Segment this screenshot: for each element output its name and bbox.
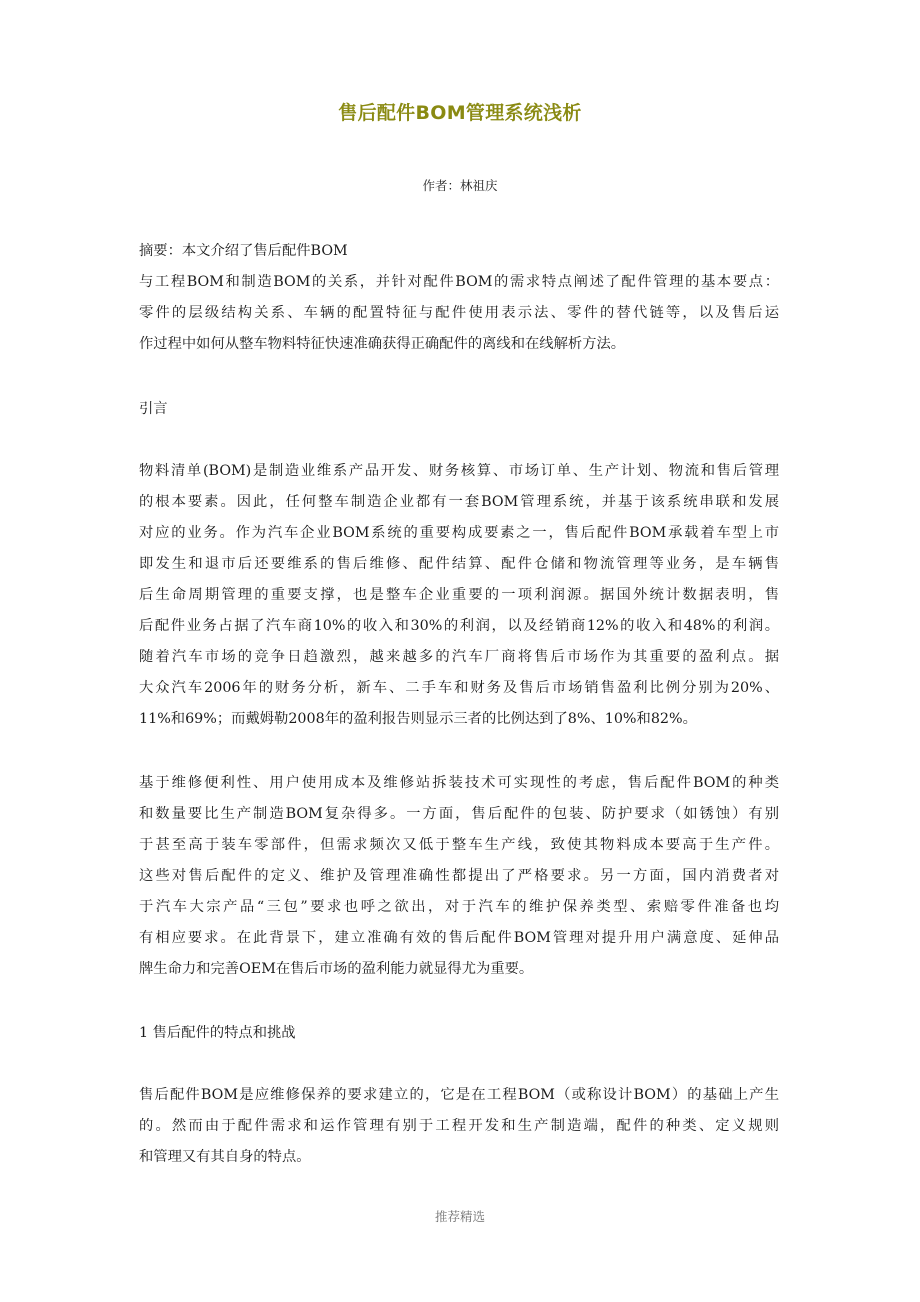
intro-heading [139, 394, 779, 425]
text-line: 的。然而由于配件需求和运作管理有别于工程开发和生产制造端，配件的种类、定义规则 [139, 1118, 779, 1134]
text-line: 大众汽车2006年的财务分析，新车、二手车和财务及售后市场销售盈利比例分别为20%、 [139, 680, 779, 696]
text-line: 售后配件BOM是应维修保养的要求建立的，它是在工程BOM（或称设计BOM）的基础上产生 [139, 1087, 779, 1103]
text-line: 这些对售后配件的定义、维护及管理准确性都提出了严格要求。另一方面，国内消费者对 [139, 868, 779, 884]
heading-text: 引言 [139, 401, 168, 417]
text-line: 物料清单(BOM)是制造业维系产品开发、财务核算、市场订单、生产计划、物流和售后管理 [139, 463, 779, 479]
text-line: 即发生和退市后还要维系的售后维修、配件结算、配件仓储和物流管理等业务，是车辆售 [139, 556, 779, 572]
text-line: 摘要：本文介绍了售后配件BOM [139, 243, 348, 259]
text-line: 的根本要素。因此，任何整车制造企业都有一套BOM管理系统，并基于该系统串联和发展 [139, 494, 779, 510]
section-1-heading [139, 1018, 779, 1049]
text-line: 作过程中如何从整车物料特征快速准确获得正确配件的离线和在线解析方法。 [139, 336, 626, 352]
text-line: 和管理又有其自身的特点。 [139, 1149, 311, 1165]
text-line: 于甚至高于装车零部件，但需求频次又低于整车生产线，致使其物料成本要高于生产件。 [139, 837, 779, 853]
text-line: 和数量要比生产制造BOM复杂得多。一方面，售后配件的包装、防护要求（如锈蚀）有别 [139, 806, 779, 822]
text-line: 随着汽车市场的竞争日趋激烈，越来越多的汽车厂商将售后市场作为其重要的盈利点。据 [139, 649, 779, 665]
text-line: 有相应要求。在此背景下，建立准确有效的售后配件BOM管理对提升用户满意度、延伸品 [139, 930, 779, 946]
text-line: 零件的层级结构关系、车辆的配置特征与配件使用表示法、零件的替代链等，以及售后运 [139, 305, 779, 321]
text-line: 于汽车大宗产品“三包”要求也呼之欲出，对于汽车的维护保养类型、索赔零件准备也均 [139, 899, 779, 915]
body-paragraph-3 [139, 1080, 779, 1173]
heading-text: 1 售后配件的特点和挑战 [139, 1025, 296, 1041]
page-footer: 推荐精选 [434, 1209, 485, 1224]
text-line: 与工程BOM和制造BOM的关系，并针对配件BOM的需求特点阐述了配件管理的基本要点： [139, 274, 779, 290]
text-line: 对应的业务。作为汽车企业BOM系统的重要构成要素之一，售后配件BOM承载着车型上市 [139, 525, 779, 541]
text-line: 11%和69%；而戴姆勒2008年的盈利报告则显示三者的比例达到了8%、10%和82%。 [139, 711, 697, 727]
text-line: 后生命周期管理的重要支撑，也是整车企业重要的一项利润源。据国外统计数据表明，售 [139, 587, 779, 603]
document-title: 售后配件BOM管理系统浅析 [338, 102, 582, 124]
text-line: 牌生命力和完善OEM在售后市场的盈利能力就显得尤为重要。 [139, 961, 534, 977]
abstract-paragraph [139, 236, 779, 360]
text-line: 后配件业务占据了汽车商10%的收入和30%的利润，以及经销商12%的收入和48%的利润。 [139, 618, 779, 634]
body-paragraph-2 [139, 768, 779, 985]
text-line: 基于维修便利性、用户使用成本及维修站拆装技术可实现性的考虑，售后配件BOM的种类 [139, 775, 779, 791]
author-line: 作者：林祖庆 [422, 178, 498, 193]
body-paragraph-1 [139, 456, 779, 735]
